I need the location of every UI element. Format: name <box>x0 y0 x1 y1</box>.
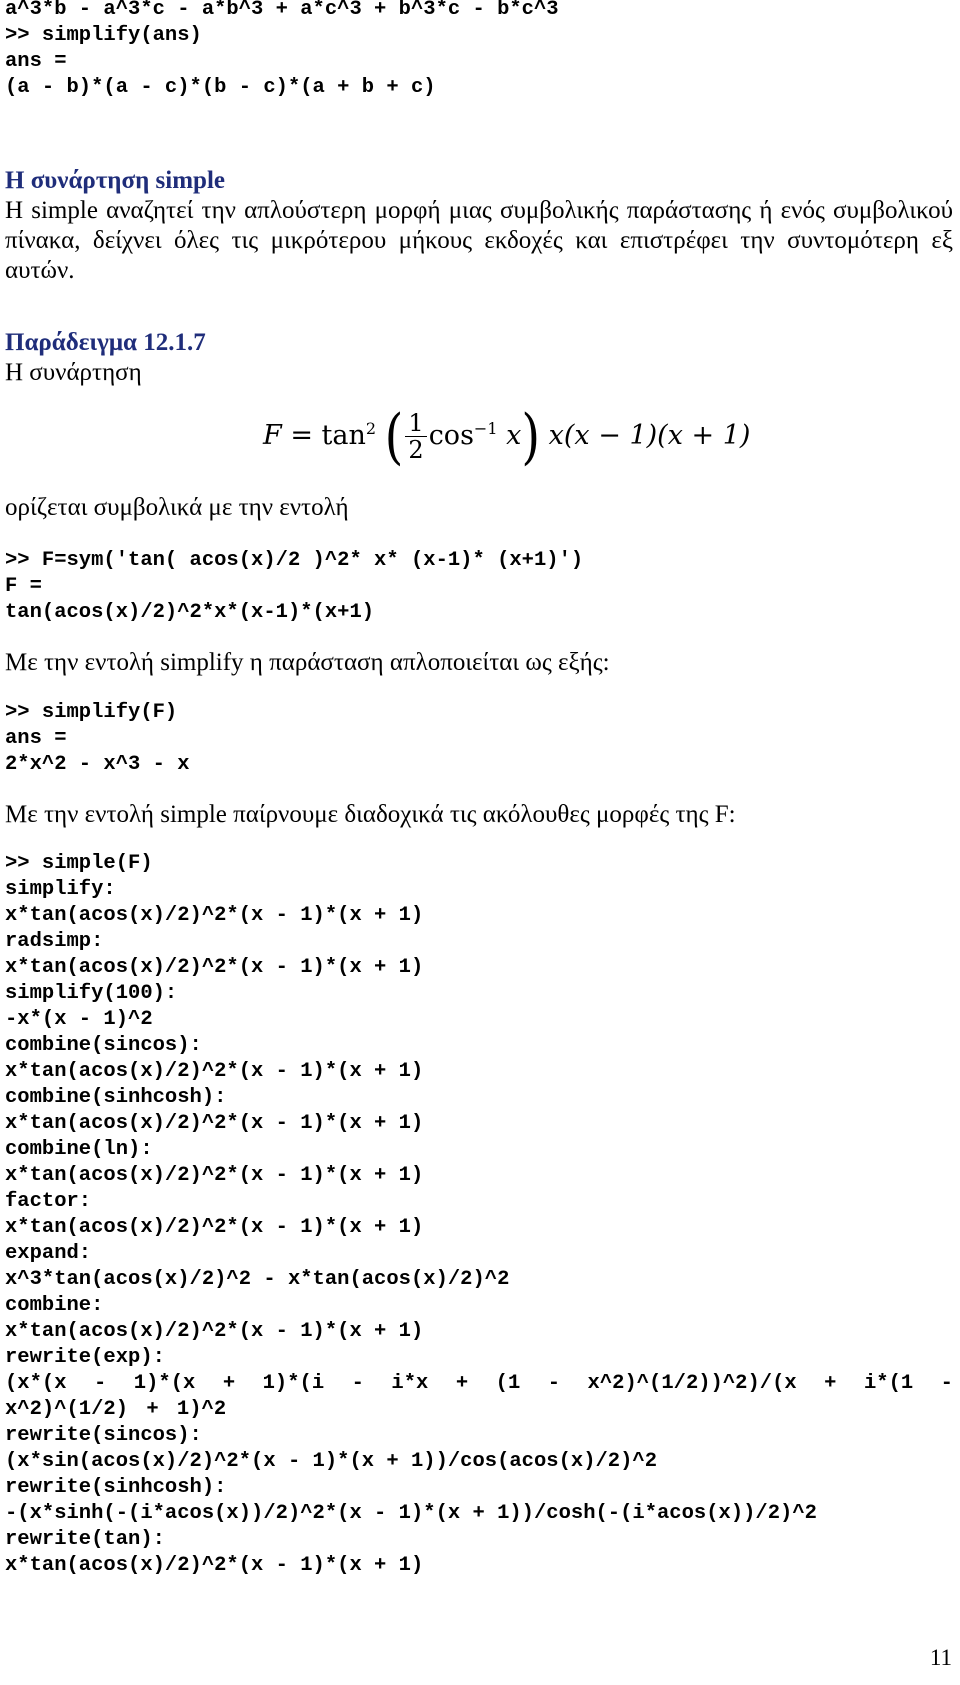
formula-cos-exp: −1 <box>473 419 498 438</box>
code-line: 2*x^2 - x^3 - x <box>5 753 190 776</box>
fraction <box>405 410 426 463</box>
code-line: -x*(x - 1)^2 <box>5 1008 153 1031</box>
formula-arg: x <box>506 420 522 451</box>
example-section <box>5 328 206 388</box>
formula-lhs: F <box>263 420 282 451</box>
code-line: (a - b)*(a - c)*(b - c)*(a + b + c) <box>5 76 436 99</box>
formula <box>263 401 751 472</box>
fraction-numerator: 1 <box>405 410 426 437</box>
code-line: a^3*b - a^3*c - a*b^3 + a*c^3 + b^3*c - b*c^3 <box>5 0 559 21</box>
code-line: rewrite(exp): <box>5 1346 165 1369</box>
code-line: combine(ln): <box>5 1138 153 1161</box>
example-heading: Παράδειγμα 12.1.7 <box>5 329 206 356</box>
simple-text: Με την εντολή simple παίρνουμε διαδοχικά τις ακόλουθες μορφές της F: <box>5 801 736 828</box>
section-description: H simple αναζητεί την απλούστερη μορφή μιας συμβολικής παράστασης ή ενός συμβολικού πίνακα, δείχνει όλες τις μικρότερου μήκους εκδοχές και επιστρέφει την συντομότερη εξ αυτών. <box>5 197 953 284</box>
section-heading: Η συνάρτηση simple <box>5 167 225 194</box>
formula-cos: cos <box>428 420 474 451</box>
code-line: >> simplify(F) <box>5 701 178 724</box>
simplify-code-block <box>5 700 190 778</box>
formula-tail: x(x − 1)(x + 1) <box>548 420 751 451</box>
left-paren: ( <box>384 401 404 472</box>
simplify-text-block <box>5 648 610 678</box>
code-line: >> F=sym('tan( acos(x)/2 )^2* x* (x-1)* (x+1)') <box>5 549 584 572</box>
defined-text-block <box>5 493 349 523</box>
code-line: x^3*tan(acos(x)/2)^2 - x*tan(acos(x)/2)^2 <box>5 1268 510 1291</box>
code-line: >> simplify(ans) <box>5 24 202 47</box>
code-line: tan(acos(x)/2)^2*x*(x-1)*(x+1) <box>5 601 375 624</box>
code-line: simplify(100): <box>5 982 178 1005</box>
code-line: rewrite(sincos): <box>5 1424 202 1447</box>
defined-text: ορίζεται συμβολικά με την εντολή <box>5 494 349 521</box>
simplify-text: Με την εντολή simplify η παράσταση απλοποιείται ως εξής: <box>5 649 610 676</box>
code-line: rewrite(sinhcosh): <box>5 1476 227 1499</box>
code-line: x*tan(acos(x)/2)^2*(x - 1)*(x + 1) <box>5 1060 424 1083</box>
code-line: >> simple(F) <box>5 852 153 875</box>
code-line: radsimp: <box>5 930 104 953</box>
define-code-block <box>5 548 583 626</box>
fraction-denominator: 2 <box>408 436 424 464</box>
code-line-wrapped: (x*(x - 1)*(x + 1)*(i - i*x + (1 - x^2)^(1/2))^2)/(x + i*(1 - x^2)^(1/2) + 1)^2 <box>5 1372 953 1421</box>
simple-section <box>5 166 953 286</box>
code-line: factor: <box>5 1190 92 1213</box>
code-line: F = <box>5 575 42 598</box>
code-line: expand: <box>5 1242 92 1265</box>
code-line: ans = <box>5 727 67 750</box>
code-line: x*tan(acos(x)/2)^2*(x - 1)*(x + 1) <box>5 904 424 927</box>
right-paren: ) <box>521 401 541 472</box>
code-line: x*tan(acos(x)/2)^2*(x - 1)*(x + 1) <box>5 1112 424 1135</box>
code-line: combine: <box>5 1294 104 1317</box>
code-line: x*tan(acos(x)/2)^2*(x - 1)*(x + 1) <box>5 1320 424 1343</box>
code-line: -(x*sinh(-(i*acos(x))/2)^2*(x - 1)*(x + 1))/cosh(-(i*acos(x))/2)^2 <box>5 1502 817 1525</box>
code-line: x*tan(acos(x)/2)^2*(x - 1)*(x + 1) <box>5 1554 424 1577</box>
code-line: x*tan(acos(x)/2)^2*(x - 1)*(x + 1) <box>5 1164 424 1187</box>
code-line: (x*sin(acos(x)/2)^2*(x - 1)*(x + 1))/cos(acos(x)/2)^2 <box>5 1450 658 1473</box>
code-line: x*tan(acos(x)/2)^2*(x - 1)*(x + 1) <box>5 1216 424 1239</box>
code-line: simplify: <box>5 878 116 901</box>
code-line: combine(sincos): <box>5 1034 202 1057</box>
formula-tan-exp: 2 <box>365 419 377 438</box>
simple-text-block <box>5 800 736 830</box>
intro-text: Η συνάρτηση <box>5 359 142 386</box>
formula-eq: = <box>290 420 313 451</box>
page-number: 11 <box>929 1645 952 1670</box>
code-line: x*tan(acos(x)/2)^2*(x - 1)*(x + 1) <box>5 956 424 979</box>
code-line: rewrite(tan): <box>5 1528 165 1551</box>
simple-code-block <box>5 851 953 1579</box>
code-line: ans = <box>5 50 67 73</box>
formula-tan: tan <box>321 420 366 451</box>
top-code-block <box>5 0 559 101</box>
code-line: combine(sinhcosh): <box>5 1086 227 1109</box>
